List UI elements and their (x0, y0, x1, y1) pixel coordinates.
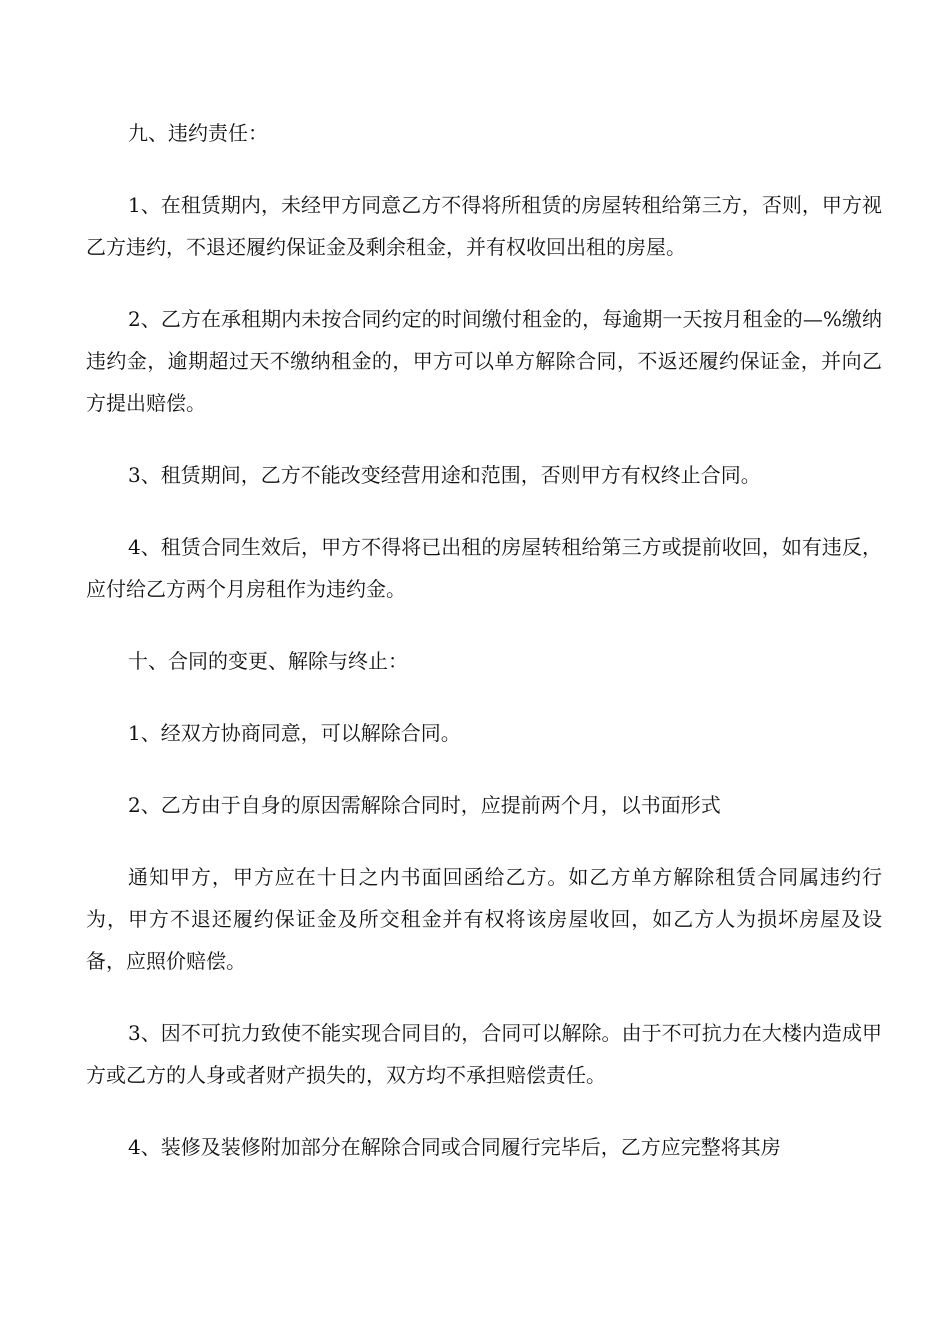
clause-paragraph: 3、因不可抗力致使不能实现合同目的，合同可以解除。由于不可抗力在大楼内造成甲方或乙方的人身或者财产损失的，双方均不承担赔偿责任。 (86, 1021, 882, 1087)
clause-paragraph: 1、经双方协商同意，可以解除合同。 (128, 721, 461, 745)
clause-paragraph: 2、乙方由于自身的原因需解除合同时，应提前两个月，以书面形式 (128, 793, 721, 817)
section-heading-termination: 十、合同的变更、解除与终止： (128, 649, 408, 673)
clause-paragraph: 4、装修及装修附加部分在解除合同或合同履行完毕后，乙方应完整将其房 (128, 1135, 781, 1159)
clause-paragraph: 3、租赁期间，乙方不能改变经营用途和范围，否则甲方有权终止合同。 (128, 463, 761, 487)
clause-paragraph: 通知甲方，甲方应在十日之内书面回函给乙方。如乙方单方解除租赁合同属违约行为，甲方不退还履约保证金及所交租金并有权将该房屋收回，如乙方人为损坏房屋及设备，应照价赔偿。 (86, 865, 882, 973)
clause-paragraph: 1、在租赁期内，未经甲方同意乙方不得将所租赁的房屋转租给第三方，否则，甲方视乙方违约，不退还履约保证金及剩余租金，并有权收回出租的房屋。 (86, 193, 882, 259)
section-heading-breach: 九、违约责任： (128, 121, 268, 145)
document-page (86, 112, 882, 1198)
clause-paragraph: 2、乙方在承租期内未按合同约定的时间缴付租金的，每逾期一天按月租金的—%缴纳违约金，逾期超过天不缴纳租金的，甲方可以单方解除合同，不返还履约保证金，并向乙方提出赔偿。 (86, 307, 882, 415)
clause-paragraph: 4、租赁合同生效后，甲方不得将已出租的房屋转租给第三方或提前收回，如有违反，应付给乙方两个月房租作为违约金。 (86, 535, 882, 601)
